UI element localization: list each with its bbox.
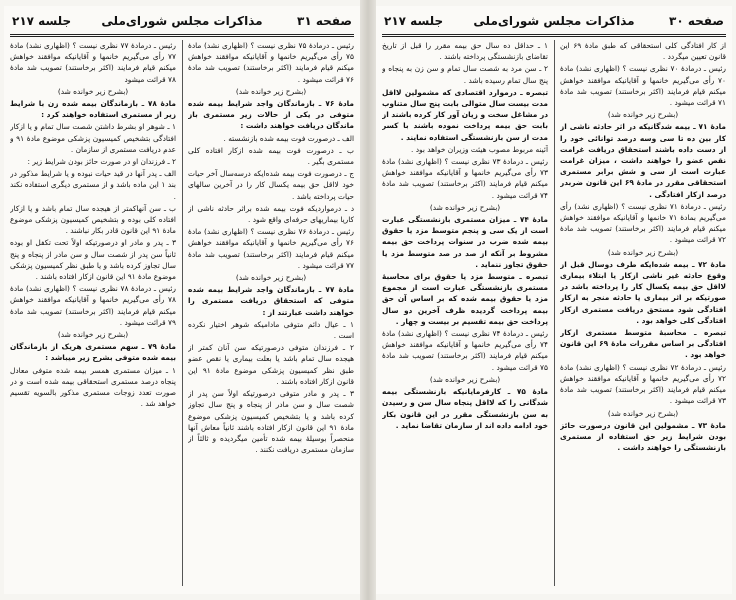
left-column-divider	[182, 40, 183, 586]
text-paragraph: رئیس ـ درمادهٔ ۷۶ نظری نیست ؟ (اظهاری نشد) مادهٔ ۷۶ رأی می‌گیریم خانمها و آقایانیکه موافقند خواهش میکنم قیام فرمایند (اکثر برخاستند) تصویب شد مادهٔ ۷۷ قرائت میشود .	[188, 227, 354, 270]
left-page-session: جلسه ۲۱۷	[12, 14, 72, 28]
right-page-header	[382, 12, 726, 32]
article-paragraph: مادهٔ ۷۳ ـ مشمولین این قانون درصورت حائز بودن شرایط زیر حق استفاده از مستمری بازنشستگی را خواهند داشت .	[560, 420, 726, 453]
text-paragraph: الف ـ پدر آنها در قید حیات نبوده و یا شرایط مذکور در بند ۱ این ماده باشد و از مستمری دیگری استفاده نکند .	[10, 169, 176, 201]
article-paragraph: مادهٔ ۷۸ ـ بازماندگان بیمه شده زن با شرایط زیر از مستمری استفاده خواهند کرد :	[10, 99, 176, 120]
right-header-rule	[382, 34, 726, 37]
article-paragraph: مادهٔ ۷۹ ـ سهم مستمری هریک از بازماندگان بیمه شده متوفی بشرح زیر میباشد :	[10, 342, 176, 363]
text-paragraph: ۱ ـ میزان مستمری همسر بیمه شده متوفی معادل پنجاه درصد مستمری استحقاقی بیمه شده است و در صورت تعدد زوجات مستمری مذکور بالسویه تقسیم خواهد شد .	[10, 365, 176, 409]
text-paragraph: ۱ ـ شوهر او بشرط داشتن شصت سال تمام و یا ازکار افتادگی بتشخیص کمیسیون پزشکی موضوع مادهٔ ۹۱ و عدم دریافت مستمری از سازمان .	[10, 122, 176, 154]
text-paragraph: ۲ ـ فرزندان او در صورت حائز بودن شرایط زیر :	[27, 157, 176, 167]
text-paragraph: رئیس ـ درمادهٔ ۷۳ نظری نیست ؟ (اظهاری نشد) مادهٔ ۷۳ رأی می‌گیریم خانمها و آقایانیکه موافقند خواهش میکنم قیام فرمایند (اکثر برخاستند) تصویب شد مادهٔ ۷۴ قرائت میشود .	[382, 157, 548, 200]
text-paragraph: آئینه مربوط مصوب هیئت وزیران خواهد بود .	[411, 144, 548, 154]
text-paragraph: رئیس ـ درمادهٔ ۷۰ نظری نیست ؟ (اظهاری نشد) مادهٔ ۷۰ رأی می‌گیریم خانمها و آقایانیکه موافقند خواهش میکنم قیام فرمایند (اکثر برخاستند) تصویب شد مادهٔ ۷۱ قرائت میشود .	[560, 64, 726, 108]
left-header-rule	[10, 34, 354, 37]
article-paragraph: مادهٔ ۷۲ ـ بیمه شده‌ایکه طرف دوسال قبل از وقوع حادثه غیر ناشی ازکار یا ابتلاء بیماری لااقل حق بیمه یکسال کار را پرداخته باشد در صورتیکه بر اثر بیماری یا حادثه منجر به ازکار افتادگی شود مستحق دریافت مستمری ازکار افتادگی کلی خواهد بود .	[560, 259, 726, 325]
text-paragraph: الف ـ درصورت فوت بیمه شده بازنشسته .	[223, 133, 354, 143]
left-page-title: مذاکرات مجلس شورای‌ملی	[101, 14, 263, 28]
left-page-column-left	[10, 40, 176, 588]
reading-note: (بشرح زیر خوانده شد)	[607, 408, 679, 418]
left-page	[4, 6, 360, 594]
article-paragraph: مادهٔ ۷۱ ـ بیمه شدگانیکه در اثر حادثه ناشی از کار بین ده تا سی وسه درصد توانائی خود را از دست داده باشند استحقاق دریافت غرامت نقص عضو را خواهند داشت ، میزان غرامت عبارت است از سی و شش برابر مستمری استحقاقی مقرر در مادهٔ ۶۹ این قانون ضربدر درصد ازکار افتادگی .	[560, 122, 726, 199]
right-page	[376, 6, 732, 594]
text-paragraph: رئیس ـ درمادهٔ ۷۷ نظری نیست ؟ (اظهاری نشد) مادهٔ ۷۷ رأی می‌گیریم خانمها و آقایانیکه موافقند خواهش میکنم قیام فرمایند (اکثر برخاستند) تصویب شد مادهٔ ۷۸ قرائت میشود	[10, 41, 176, 84]
article-paragraph: تبصره ـ محاسبهٔ متوسط مستمری ازکار افتادگی بر اساس مقررات مادهٔ ۶۹ این قانون خواهد بود .	[560, 328, 726, 360]
reading-note: (بشرح زیر خوانده شد)	[429, 374, 501, 384]
reading-note: (بشرح زیر خوانده شد)	[429, 202, 501, 212]
reading-note: (بشرح زیر خوانده شد)	[607, 247, 679, 257]
text-paragraph: ۳ ـ پدر و مادر او درصورتیکه اولاً تحت تکفل او بوده ثانیاً سن پدر از شصت سال و سن مادر از پنجاه و پنج سال تجاوز کرده باشد و یا طبق نظر کمیسیون پزشکی موضوع مادهٔ ۹۱ این قانون ازکار افتاده باشند .	[10, 238, 176, 282]
reading-note: (بشرح زیر خوانده شد)	[57, 86, 129, 96]
text-paragraph: ۳ ـ پدر و مادر متوفی درصورتیکه اولاً سن پدر از شصت سال و سن مادر از پنجاه و پنج سال تجاوز کرده باشد و یا بتشخیص کمیسیون پزشکی موضوع مادهٔ ۹۱ این قانون ازکار افتاده باشند ثانیاً معاش آنها منحصراً بوسیلهٔ بیمه شده تأمین میگردیده و ثالثاً از سازمان مستمری دریافت نکنند .	[188, 389, 354, 455]
article-paragraph: مادهٔ ۷۴ ـ میزان مستمری بازنشستگی عبارت است از یک سی و پنجم متوسط مزد یا حقوق بیمه شده ضرب در سنوات پرداخت حق بیمه مشروط بر آنکه از صد در صد متوسط مزد یا حقوق تجاوز ننماید .	[382, 215, 548, 269]
article-paragraph: مادهٔ ۷۵ ـ کارفرمایانیکه بازنشستگی بیمه شدگانی را که لااقل پنجاه سال سن و رسیدن به سن بازنشستگی مقرر در این قانون بکار خود ادامه داده اند از سازمان تقاضا نماید .	[382, 387, 548, 430]
text-paragraph: ۱ ـ حداقل ده سال حق بیمه مقرر را قبل از تاریخ تقاضای بازنشستگی پرداخته باشند .	[382, 41, 548, 62]
article-paragraph: مادهٔ ۷۷ ـ بازماندگان واجد شرایط بیمه شده متوفی که استحقاق دریافت مستمری را خواهند داشت عبارتند از :	[188, 285, 354, 317]
left-page-column-right	[188, 40, 354, 588]
left-page-number: صفحه ۳۱	[297, 14, 352, 28]
reading-note: (بشرح زیر خوانده شد)	[235, 273, 307, 283]
reading-note: (بشرح زیر خوانده شد)	[235, 86, 307, 96]
text-paragraph: ۱ ـ عیال دائم متوفی مادامیکه شوهر اختیار نکرده است .	[188, 319, 354, 341]
book-gutter	[360, 0, 376, 600]
right-page-column-right	[560, 40, 726, 588]
text-paragraph: ۲ ـ فرزندان متوفی درصورتیکه سن آنان کمتر از هیجده سال تمام باشد یا بعلت بیماری یا نقص عضو طبق نظر کمیسیون پزشکی موضوع مادهٔ ۹۱ این قانون ازکار افتاده باشند .	[188, 343, 354, 386]
right-page-title: مذاکرات مجلس شورای‌ملی	[473, 14, 635, 28]
reading-note: (بشرح زیر خوانده شد)	[57, 330, 129, 340]
text-paragraph: رئیس ـ درمادهٔ ۷۱ نظری نیست ؟ (اظهاری نشد) رأی می‌گیریم بمادهٔ ۷۱ خانمها و آقایانیکه موافقند خواهش میکنم قیام فرمایند (اکثر برخاستند) تصویب شد مادهٔ ۷۲ قرائت میشود .	[560, 201, 726, 245]
article-paragraph: تبصره ـ متوسط مزد یا حقوق برای محاسبهٔ مستمری بازنشستگی عبارت است از مجموع مزد یا حقوق بیمه شده که بر اساس آن حق بیمه پرداخت گردیده ظرف آخرین دو سال پرداخت حق بیمه تقسیم بر بیست و چهار .	[382, 272, 548, 326]
right-page-number: صفحه ۳۰	[669, 14, 724, 28]
reading-note: (بشرح زیر خوانده شد)	[607, 110, 679, 120]
text-paragraph: ج ـ درصورت فوت بیمه شده‌ایکه درسه‌سال آخر حیات خود لااقل حق بیمه یکسال کار را در آخرین سالهای حیات پرداخته باشد .	[188, 169, 354, 201]
text-paragraph: د ـ درمواردیکه فوت بیمه شده براثر حادثه ناشی از کاریا بیماریهای حرفه‌ای واقع شود .	[188, 203, 354, 225]
text-paragraph: ب ـ سن آنهاکمتر از هیجده سال تمام باشد و یا ازکار افتاده کلی بوده و بتشخیص کمیسیون پزشکی موضوع مادهٔ ۹۱ این قانون قادر بکار نباشند .	[10, 203, 176, 236]
article-paragraph: تبصره ـ درموارد اقتصادی که مشمولین لااقل مدت بیست سال متوالی بابت پنج سال متناوب در مشاغل سخت و زیان آور کار کرده باشند از بابت حق بیمه پرداخت نموده باشند با کسر مدت از سن بازنشستگی استفاده نمایند .	[382, 87, 548, 142]
text-paragraph: رئیس ـ درمادهٔ ۷۵ نظری نیست ؟ (اظهاری نشد) مادهٔ ۷۵ رأی می‌گیریم خانمها و آقایانیکه موافقند خواهش میکنم قیام فرمایند (اکثر برخاستند) تصویب شد مادهٔ ۷۶ قرائت میشود .	[188, 41, 354, 84]
right-column-divider	[554, 40, 555, 586]
left-page-header	[10, 12, 354, 32]
article-paragraph: مادهٔ ۷۶ ـ بازماندگان واجد شرایط بیمه شده متوفی در یکی از حالات زیر مستمری باز ماندگان دریافت خواهند داشت :	[188, 99, 354, 131]
text-paragraph: رئیس ـ درمادهٔ ۷۸ نظری نیست ؟ (اظهاری نشد) مادهٔ ۷۸ رأی می‌گیریم خانمها و آقایانیکه موافقند خواهش میکنم قیام فرمایند (اکثر برخاستند) تصویب شد مادهٔ ۷۹ قرائت میشود .	[10, 284, 176, 327]
right-page-column-left	[382, 40, 548, 588]
text-paragraph: از کار افتادگی کلی استحقاقی که طبق مادهٔ ۶۹ این قانون تعیین میگردد .	[560, 41, 726, 62]
text-paragraph: ب ـ درصورت فوت بیمه شده ازکار افتاده کلی مستمری بگیر .	[188, 145, 354, 167]
right-page-session: جلسه ۲۱۷	[384, 14, 444, 28]
text-paragraph: رئیس ـ درمادهٔ ۷۴ نظری نیست ؟ (اظهاری نشد) مادهٔ ۷۴ رأی می‌گیریم خانمها و آقایانیکه موافقند خواهش میکنم قیام فرمایند (اکثر برخاستند) تصویب شد مادهٔ ۷۵ قرائت میشود .	[382, 329, 548, 372]
text-paragraph: ۲ ـ سن مرد به شصت سال تمام و سن زن به پنجاه و پنج سال تمام رسیده باشد .	[382, 64, 548, 85]
text-paragraph: رئیس ـ درمادهٔ ۷۲ نظری نیست ؟ (اظهاری نشد) مادهٔ ۷۲ رأی می‌گیریم خانمها و آقایانیکه موافقند خواهش میکنم قیام فرمایند (اکثر برخاستند) تصویب شد مادهٔ ۷۳ قرائت میشود .	[560, 362, 726, 406]
